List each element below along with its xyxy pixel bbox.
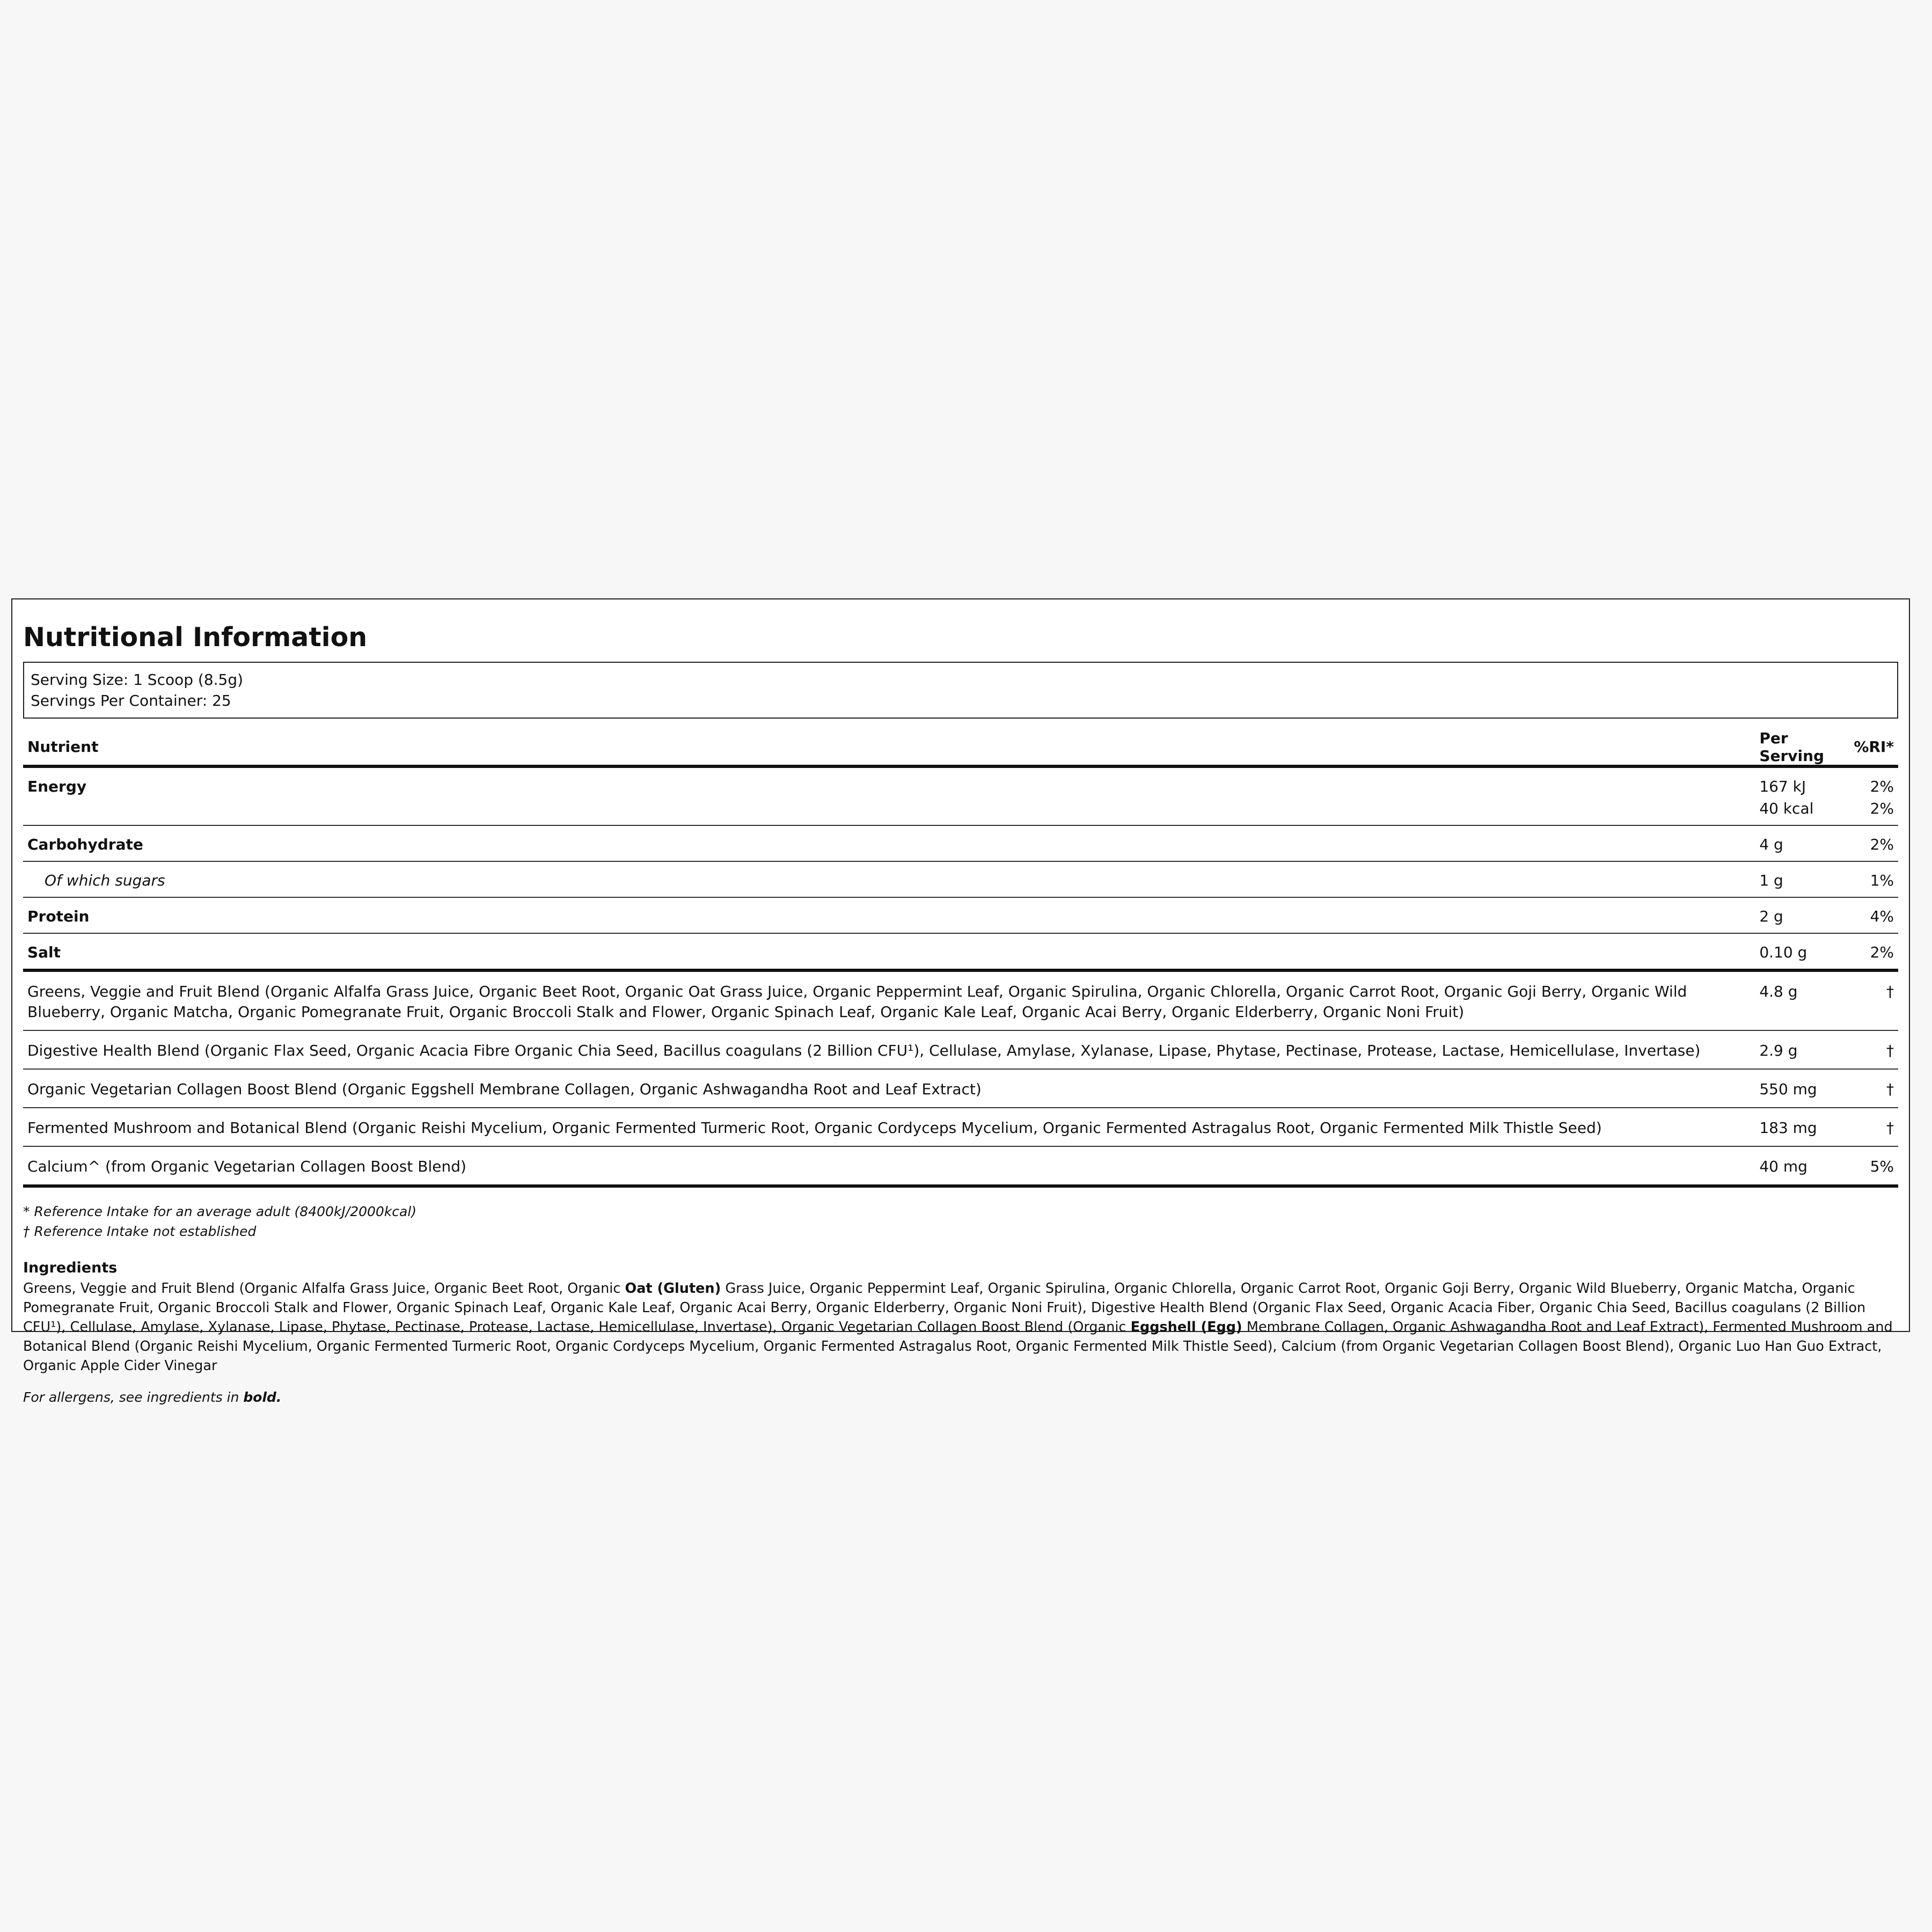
table-row bbox=[23, 1030, 1898, 1069]
table-row bbox=[23, 1069, 1898, 1108]
nutrient-label: Energy bbox=[27, 777, 87, 795]
table-row bbox=[23, 766, 1898, 797]
blend-value: 4.8 g bbox=[1755, 970, 1849, 1030]
nutrient-value: 40 kcal bbox=[1755, 797, 1849, 825]
nutrient-value: 0.10 g bbox=[1755, 933, 1849, 970]
table-row bbox=[23, 933, 1898, 970]
nutrition-table bbox=[23, 729, 1898, 1188]
blend-value: 40 mg bbox=[1755, 1146, 1849, 1186]
ingredients-text bbox=[23, 1279, 1898, 1375]
nutrient-label: Of which sugars bbox=[23, 861, 1755, 897]
blend-ri: † bbox=[1849, 1108, 1898, 1146]
nutrient-value: 1 g bbox=[1755, 861, 1849, 897]
table-row bbox=[23, 897, 1898, 933]
nutrient-ri: 4% bbox=[1849, 897, 1898, 933]
table-header-row bbox=[23, 729, 1898, 766]
table-row bbox=[23, 825, 1898, 861]
blend-ri: † bbox=[1849, 1069, 1898, 1108]
header-per-serving: Per Serving bbox=[1759, 729, 1825, 765]
allergen-note-bold: bold. bbox=[243, 1389, 282, 1405]
table-row bbox=[23, 797, 1898, 825]
nutrient-label: Salt bbox=[23, 933, 1755, 970]
allergen-note bbox=[23, 1389, 1898, 1405]
nutrient-label-empty bbox=[23, 797, 1755, 825]
blend-value: 550 mg bbox=[1755, 1069, 1849, 1108]
servings-per-container: Servings Per Container: 25 bbox=[31, 691, 231, 709]
nutrient-ri: 2% bbox=[1870, 777, 1894, 795]
ingredients-part: Membrane Collagen, Organic Ashwagandha Root and Leaf Extract), Fermented Mushroom and Botanical Blend (Organic Reishi Mycelium, Organic Fermented Turmeric Root, Organic Cordyceps Mycelium, Organic Fermented Astragalus Root, Organic Fermented Milk Thistle Seed), Calcium (from Organic Vegetarian Collagen Boost Blend), Organic Luo Han Guo Extract, Organic Apple Cider Vinegar bbox=[23, 1319, 1893, 1374]
header-ri: %RI* bbox=[1854, 738, 1894, 756]
blend-value: 183 mg bbox=[1755, 1108, 1849, 1146]
allergen-note-text: For allergens, see ingredients in bbox=[23, 1389, 244, 1405]
footnotes bbox=[23, 1202, 1898, 1241]
nutrient-ri: 2% bbox=[1849, 797, 1898, 825]
nutrient-value: 2 g bbox=[1755, 897, 1849, 933]
table-row bbox=[23, 861, 1898, 897]
ingredients-heading: Ingredients bbox=[23, 1259, 118, 1276]
nutrient-value: 4 g bbox=[1755, 825, 1849, 861]
serving-box bbox=[23, 662, 1898, 719]
nutrient-ri: 2% bbox=[1849, 933, 1898, 970]
table-row bbox=[23, 1108, 1898, 1146]
allergen-highlight: Oat (Gluten) bbox=[625, 1280, 721, 1297]
nutrient-ri: 2% bbox=[1849, 825, 1898, 861]
table-row bbox=[23, 1146, 1898, 1186]
blend-label: Greens, Veggie and Fruit Blend (Organic Alfalfa Grass Juice, Organic Beet Root, Organic Oat Grass Juice, Organic Peppermint Leaf, Organic Spirulina, Organic Chlorella, Organic Carrot Root, Organic Goji Berry, Organic Wild Blueberry, Organic Matcha, Organic Pomegranate Fruit, Organic Broccoli Stalk and Flower, Organic Spinach Leaf, Organic Kale Leaf, Organic Acai Berry, Organic Elderberry, Organic Noni Fruit) bbox=[23, 970, 1755, 1030]
blend-ri: † bbox=[1849, 970, 1898, 1030]
nutrient-label: Carbohydrate bbox=[23, 825, 1755, 861]
ingredients-part: Greens, Veggie and Fruit Blend (Organic Alfalfa Grass Juice, Organic Beet Root, Organic bbox=[23, 1280, 625, 1297]
serving-size: Serving Size: 1 Scoop (8.5g) bbox=[31, 670, 244, 689]
blend-label: Calcium^ (from Organic Vegetarian Collagen Boost Blend) bbox=[23, 1146, 1755, 1186]
blend-value: 2.9 g bbox=[1755, 1030, 1849, 1069]
blend-ri: † bbox=[1849, 1030, 1898, 1069]
allergen-highlight: Eggshell (Egg) bbox=[1130, 1319, 1242, 1335]
blend-label: Fermented Mushroom and Botanical Blend (Organic Reishi Mycelium, Organic Fermented Turmeric Root, Organic Cordyceps Mycelium, Organic Fermented Astragalus Root, Organic Fermented Milk Thistle Seed) bbox=[23, 1108, 1755, 1146]
nutrient-label: Protein bbox=[23, 897, 1755, 933]
blend-ri: 5% bbox=[1849, 1146, 1898, 1186]
nutrient-value: 167 kJ bbox=[1759, 777, 1806, 795]
footnote-dagger: † Reference Intake not established bbox=[23, 1223, 257, 1239]
table-row bbox=[23, 970, 1898, 1030]
page-title: Nutritional Information bbox=[23, 622, 368, 653]
ingredients-part: Grass Juice, Organic Peppermint Leaf, Organic Spirulina, Organic Chlorella, Organic Carrot Root, Organic Goji Berry, Organic Wild Blueberry, Organic Matcha, Organic Pomegranate Fruit, Organic Broccoli Stalk and Flower, Organic Spinach Leaf, Organic Kale Leaf, Organic Acai Berry, Organic Elderberry, Organic Noni Fruit), Digestive Health Blend (Organic Flax Seed, Organic Acacia Fiber, Organic Chia Seed, Bacillus coagulans (2 Billion CFU¹), Cellulase, Amylase, Xylanase, Lipase, Phytase, Pectinase, Protease, Lactase, Hemicellulase, Invertase), Organic Vegetarian Collagen Boost Blend (Organic bbox=[23, 1280, 1866, 1335]
footnote-ri: * Reference Intake for an average adult (8400kJ/2000kcal) bbox=[23, 1203, 417, 1219]
nutrition-panel bbox=[11, 598, 1910, 1405]
blend-label: Digestive Health Blend (Organic Flax Seed, Organic Acacia Fibre Organic Chia Seed, Bacillus coagulans (2 Billion CFU¹), Cellulase, Amylase, Xylanase, Lipase, Phytase, Pectinase, Protease, Lactase, Hemicellulase, Invertase) bbox=[23, 1030, 1755, 1069]
blend-label: Organic Vegetarian Collagen Boost Blend (Organic Eggshell Membrane Collagen, Organic Ashwagandha Root and Leaf Extract) bbox=[23, 1069, 1755, 1108]
header-nutrient: Nutrient bbox=[27, 738, 99, 756]
nutrient-ri: 1% bbox=[1849, 861, 1898, 897]
